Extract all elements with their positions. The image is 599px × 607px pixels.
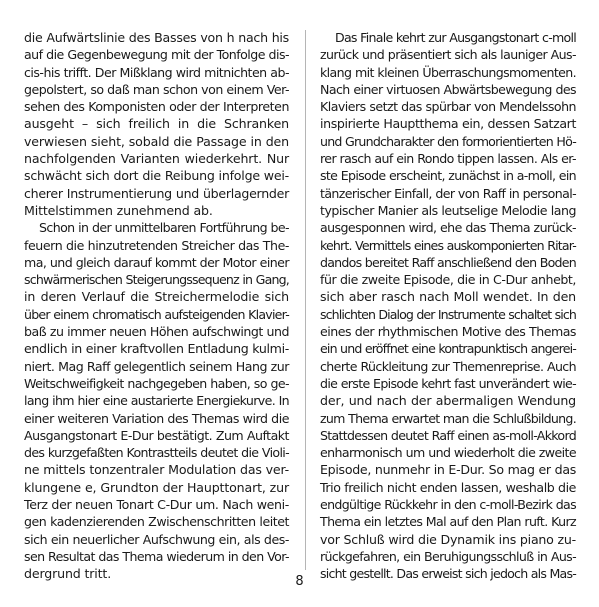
text-line: Klaviers setzt das spürbar von Mendelssohn (320, 99, 576, 115)
text-line: Mittelstimmen zunehmend ab. (24, 202, 213, 218)
text-line: niert. Mag Raff gelegentlich seinem Hang zur (24, 358, 289, 374)
text-line: ein und eröffnet eine kontrapunktisch angerei- (320, 341, 576, 357)
text-line: zum Thema erwartet man die Schlußbildung. (320, 410, 576, 426)
text-line: feuern die hinzutretenden Streicher das The- (24, 237, 289, 253)
text-line: ausgeht – sich freilich in die Schranken (24, 116, 289, 132)
text-line: ste Episode erscheint, zunächst in a-moll, ein (320, 168, 576, 184)
left-text-column (24, 29, 289, 583)
text-line: klungene e, Grundton der Haupttonart, zur (24, 479, 289, 495)
text-line: der, und nach der abermaligen Wendung (320, 393, 576, 409)
text-line: verwiesen sieht, sobald die Passage in den (24, 133, 289, 149)
text-line: cherer Instrumentierung und überlagernder (24, 185, 289, 201)
text-line: lang ihm hier eine austarierte Energiekurve. In (24, 393, 289, 409)
text-line: gepolstert, so daß man schon von einem Ver- (24, 81, 289, 97)
text-line: auf die Gegenbewegung mit der Tonfolge dis- (24, 47, 289, 63)
text-line: in deren Verlauf die Streichermelodie sich (24, 289, 289, 305)
text-line: dandos bereitet Raff anschließend den Boden (320, 254, 576, 270)
text-line: ausgesponnen wird, ehe das Thema zurück- (320, 220, 576, 236)
text-line: rer rasch auf ein Rondo tippen lassen. Als er- (320, 151, 576, 167)
text-line: klang mit kleinen Überraschungsmomenten. (320, 64, 576, 80)
text-line: ma, und gleich darauf kommt der Motor einer (24, 254, 289, 270)
text-line: sen Resultat das Thema wiederum in den Vor- (24, 548, 289, 564)
text-line: endgültige Rückkehr in den c-moll-Bezirk das (320, 497, 576, 513)
text-line: rückgefahren, ein Beruhigungsschluß in Aus- (320, 548, 576, 564)
text-line: Das Finale kehrt zur Ausgangstonart c-moll (335, 30, 576, 45)
text-line: cherte Rückleitung zur Themenreprise. Auch (320, 358, 576, 374)
text-line: typischer Manier als leutselige Melodie lang (320, 202, 576, 218)
text-line: sich ein neuerlicher Aufschwung ein, als des- (24, 531, 289, 547)
text-line: Ausgangstonart E-Dur bestätigt. Zum Auftakt (24, 427, 289, 443)
text-line: Episode, nunmehr in E-Dur. So mag er das (320, 462, 576, 478)
text-line: schlichten Dialog der Instrumente schaltet sich (320, 306, 576, 322)
text-line: inspirierte Hauptthema ein, dessen Satzart (320, 116, 576, 132)
text-line: sicht gestellt. Das erweist sich jedoch als Mas- (320, 566, 576, 582)
text-line: Stattdessen deutet Raff einen as-moll-Akkord (320, 427, 576, 443)
text-line: schwächt sich dort die Reibung infolge wei- (24, 168, 289, 184)
text-line: endlich in einer kraftvollen Entladung kulmi- (24, 341, 289, 357)
text-line: enharmonisch um und wiederholt die zweite (320, 445, 576, 461)
text-line: Thema ein letztes Mal auf den Plan ruft. Kurz (320, 514, 576, 530)
text-line: vor Schluß wird die Dynamik ins piano zu- (320, 531, 576, 547)
text-line: baß zu immer neuen Höhen aufschwingt und (24, 324, 289, 340)
text-line: Nach einer virtuosen Abwärtsbewegung des (320, 81, 576, 97)
right-text-column (320, 29, 576, 583)
column-divider (305, 30, 306, 570)
text-line: kehrt. Vermittels eines auskomponierten Ritar- (320, 237, 576, 253)
text-line: Schon in der unmittelbaren Fortführung be- (39, 220, 289, 236)
text-line: zurück und präsentiert sich als launiger Aus- (320, 47, 576, 63)
text-line: für die zweite Episode, die in C-Dur anhebt, (320, 272, 576, 288)
text-line: nachfolgenden Varianten wiederkehrt. Nur (24, 151, 289, 167)
text-line: und Grundcharakter den formorientierten Hö- (320, 133, 576, 149)
text-line: ne mittels tonzentraler Modulation das ver- (24, 462, 289, 478)
text-line: Terz der neuen Tonart C-Dur um. Nach weni- (24, 497, 289, 513)
text-line: gen kadenzierenden Zwischenschritten leitet (24, 514, 289, 530)
text-line: cis-his trifft. Der Mißklang wird mitnichten ab- (24, 64, 289, 80)
text-line: des kurzgefaßten Kontrastteils deutet die Violi- (24, 445, 289, 461)
text-line: Weitschweifigkeit nachgegeben haben, so ge- (24, 375, 289, 391)
text-line: über einem chromatisch aufsteigenden Klavier- (24, 306, 289, 322)
text-line: dergrund tritt. (24, 566, 112, 582)
text-line: die erste Episode kehrt fast unverändert wie- (320, 375, 576, 391)
text-line: einer weiteren Variation des Themas wird die (24, 410, 289, 426)
text-line: die Aufwärtslinie des Basses von h nach his (24, 30, 289, 45)
text-line: Trio freilich nicht enden lassen, weshalb die (320, 479, 576, 495)
text-line: sich aber rasch nach Moll wendet. In den (320, 289, 576, 305)
page-number: 8 (295, 574, 304, 589)
text-line: tänzerischer Einfall, der von Raff in personal- (320, 185, 576, 201)
text-line: eines der rhythmischen Motive des Themas (320, 324, 576, 340)
text-line: schwärmerischen Steigerungssequenz in Gang, (24, 272, 289, 288)
text-line: sehen des Komponisten oder der Interpreten (24, 99, 289, 115)
